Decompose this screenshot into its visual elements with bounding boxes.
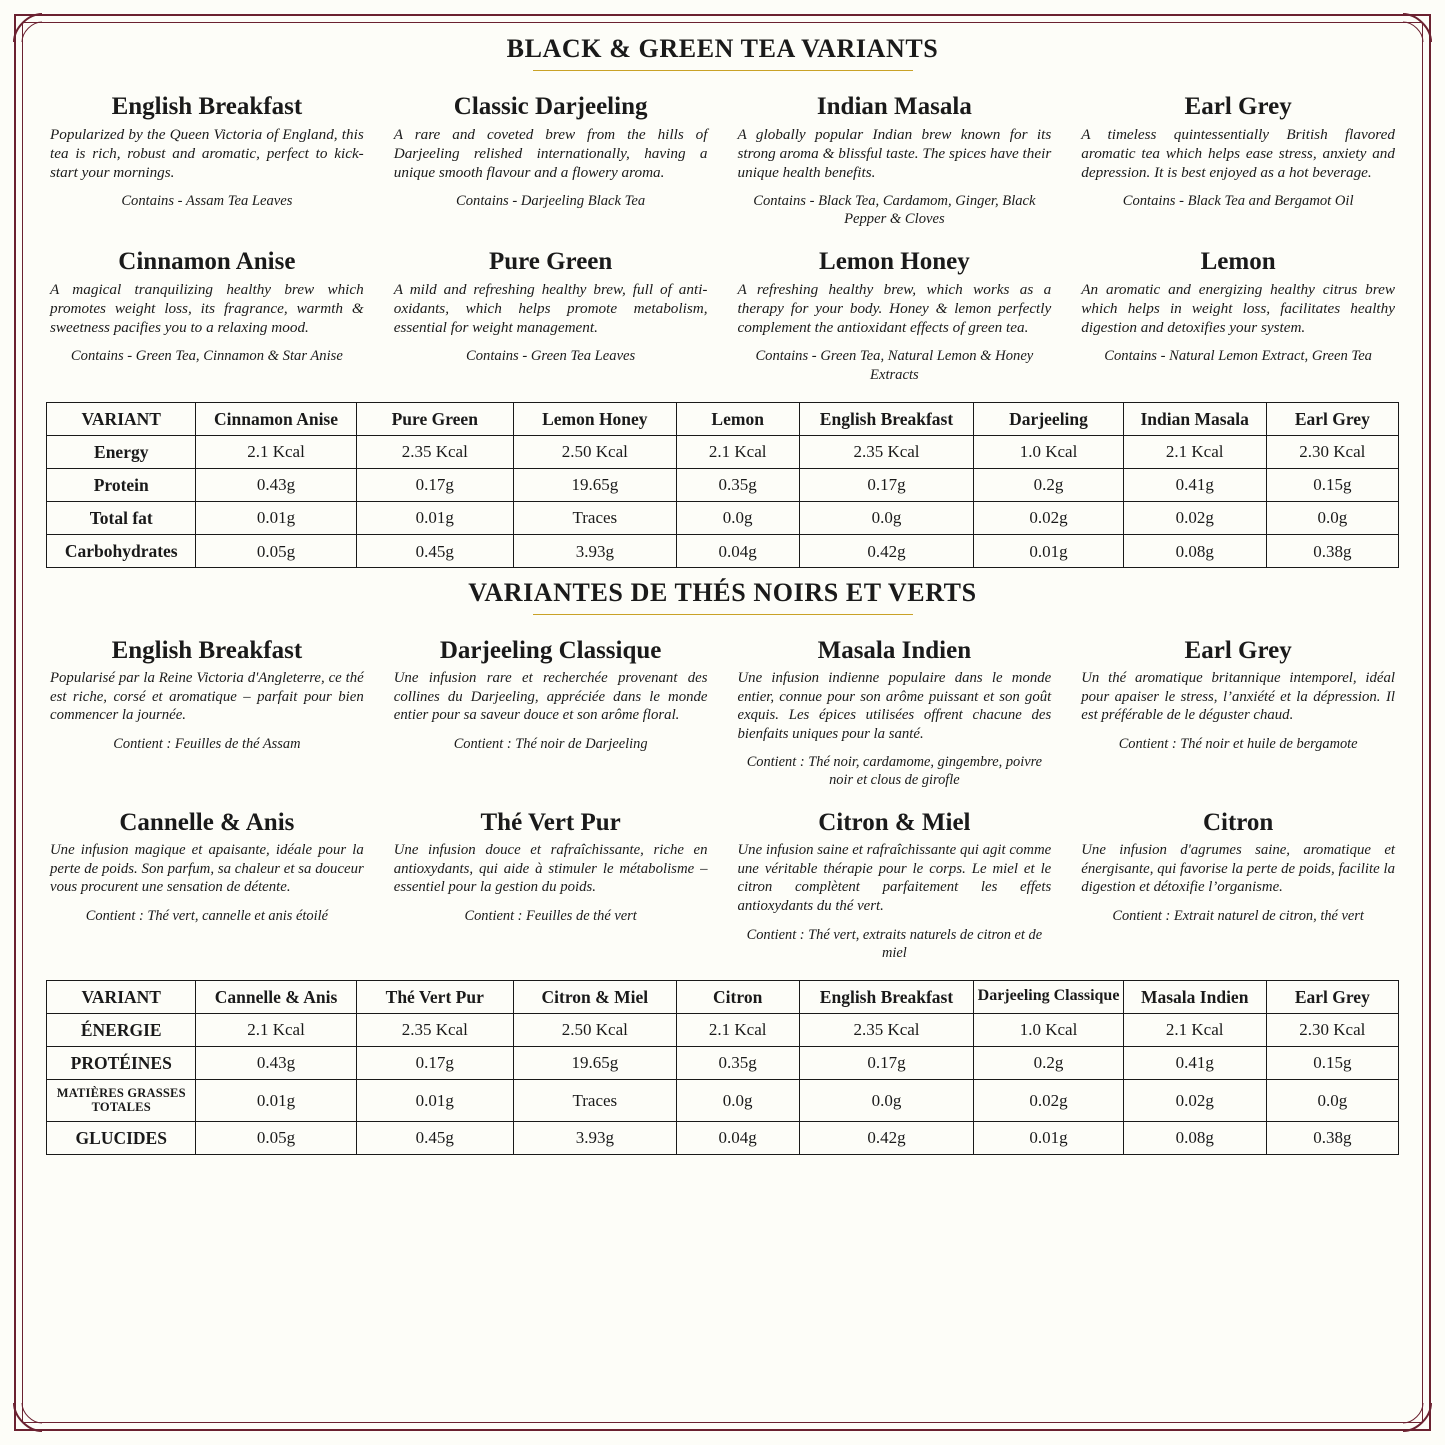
table-cell: 0.0g: [676, 1079, 799, 1121]
variant-name: Cannelle & Anis: [119, 809, 295, 837]
table-cell: 0.01g: [196, 1079, 356, 1121]
variant-card-lemon-honey: [734, 240, 1056, 389]
variant-card-cannelle-anis: [46, 801, 368, 967]
table-cell: 0.08g: [1123, 535, 1266, 568]
corner-ornament-icon: [8, 8, 42, 42]
table-row: [47, 1046, 1399, 1079]
table-cell: 0.01g: [356, 502, 513, 535]
variant-description: Un thé aromatique britannique intemporel, idéal pour apaiser le stress, l’anxiété et la dépression. Il est préférable de le déguster chaud.: [1081, 669, 1395, 724]
table-cell: 0.04g: [676, 535, 799, 568]
variant-ingredients: Contains - Black Tea and Bergamot Oil: [1122, 192, 1354, 209]
table-header-cell: Earl Grey: [1266, 402, 1398, 435]
table-header-cell: Thé Vert Pur: [356, 980, 513, 1013]
variant-ingredients: Contient : Thé vert, cannelle et anis étoilé: [85, 907, 328, 924]
english-nutrition-table: [46, 402, 1399, 569]
table-cell: 2.35 Kcal: [799, 435, 974, 468]
french-nutrition-table: [46, 980, 1399, 1155]
variant-description: Une infusion saine et rafraîchissante qui agit comme une véritable thérapie pour le corps. Le miel et le citron complètent parfaitement les effets antioxydants du thé vert.: [737, 841, 1052, 914]
table-header-cell: VARIANT: [47, 980, 196, 1013]
table-cell: 1.0 Kcal: [974, 1013, 1123, 1046]
table-cell: 0.08g: [1123, 1121, 1266, 1154]
variant-name: Cinnamon Anise: [118, 248, 296, 276]
variant-description: A mild and refreshing healthy brew, full of anti-oxidants, which helps promote metabolism, essential for weight management.: [393, 280, 708, 337]
english-section-title: BLACK & GREEN TEA VARIANTS: [506, 34, 939, 63]
table-row-label: GLUCIDES: [47, 1121, 196, 1154]
table-cell: 1.0 Kcal: [974, 435, 1123, 468]
table-header-cell: Masala Indien: [1123, 980, 1266, 1013]
variant-ingredients: Contains - Green Tea, Cinnamon & Star Anise: [70, 348, 343, 365]
variant-ingredients: Contient : Feuilles de thé vert: [464, 907, 637, 924]
variant-description: A refreshing healthy brew, which works as a therapy for your body. Honey & lemon perfectly complement the antioxidant effects of green tea.: [737, 280, 1052, 337]
variant-card-citron-miel: [734, 801, 1056, 967]
corner-ornament-icon: [1403, 1403, 1437, 1437]
variant-card-citron: [1077, 801, 1399, 967]
table-cell: 0.17g: [799, 1046, 974, 1079]
variant-name: Pure Green: [488, 248, 613, 276]
variant-name: Lemon Honey: [819, 248, 970, 276]
table-cell: 2.30 Kcal: [1266, 1013, 1398, 1046]
table-cell: 0.41g: [1123, 469, 1266, 502]
table-cell: 2.35 Kcal: [799, 1013, 974, 1046]
table-cell: 0.0g: [1266, 1079, 1398, 1121]
variant-description: Une infusion rare et recherchée provenant des collines du Darjeeling, appréciée dans le monde entier pour sa saveur douce et son arôme floral.: [393, 669, 708, 724]
table-cell: 0.01g: [974, 1121, 1123, 1154]
table-cell: 0.05g: [196, 1121, 356, 1154]
table-row: [47, 469, 1399, 502]
variant-card-cinnamon-anise: [46, 240, 368, 389]
table-cell: Traces: [513, 1079, 676, 1121]
table-cell: 0.35g: [676, 469, 799, 502]
table-cell: 0.17g: [799, 469, 974, 502]
table-cell: 0.02g: [1123, 1079, 1266, 1121]
variant-name: Masala Indien: [817, 637, 972, 665]
variant-ingredients: Contains - Natural Lemon Extract, Green Tea: [1104, 348, 1372, 365]
table-row: [47, 535, 1399, 568]
variant-description: Une infusion indienne populaire dans le monde entier, connue pour son arôme puissant et son goût exquis. Les épices utilisées offrent chacune des bienfaits uniques pour la santé.: [737, 669, 1052, 742]
variant-card-masala-indien: [734, 629, 1056, 795]
table-cell: 2.35 Kcal: [356, 1013, 513, 1046]
table-cell: 2.1 Kcal: [196, 435, 356, 468]
table-row-label: Energy: [47, 435, 196, 468]
table-cell: 2.1 Kcal: [1123, 435, 1266, 468]
table-cell: 2.1 Kcal: [676, 1013, 799, 1046]
variant-name: Indian Masala: [816, 93, 972, 120]
table-header-cell: Citron: [676, 980, 799, 1013]
title-divider: [533, 614, 913, 615]
table-row: [47, 1121, 1399, 1154]
table-cell: 19.65g: [513, 469, 676, 502]
variant-description: Une infusion d'agrumes saine, aromatique et énergisante, qui favorise la perte de poids, facilite la digestion et détoxifie l’organisme.: [1081, 841, 1395, 896]
variant-ingredients: Contains - Green Tea, Natural Lemon & Honey Extracts: [755, 348, 1034, 383]
corner-ornament-icon: [1403, 8, 1437, 42]
table-cell: 2.50 Kcal: [513, 435, 676, 468]
variant-card-english-breakfast: [46, 85, 368, 234]
table-cell: 0.2g: [974, 1046, 1123, 1079]
variant-name: Earl Grey: [1184, 637, 1292, 665]
variant-description: Popularized by the Queen Victoria of England, this tea is rich, robust and aromatic, perfect to kick-start your mornings.: [50, 125, 364, 181]
table-cell: 0.15g: [1266, 1046, 1398, 1079]
variant-name: Darjeeling Classique: [439, 637, 662, 665]
table-cell: 0.02g: [1123, 502, 1266, 535]
table-cell: 2.1 Kcal: [676, 435, 799, 468]
table-header-cell: Darjeeling Classique: [974, 980, 1123, 1013]
variant-ingredients: Contient : Feuilles de thé Assam: [113, 735, 301, 752]
variant-description: A magical tranquilizing healthy brew which promotes weight loss, its fragrance, warmth & sweetness pacifies you to a relaxing mood.: [50, 280, 364, 337]
variant-name: Thé Vert Pur: [480, 809, 621, 837]
table-header-row: [47, 402, 1399, 435]
table-row-label: Protein: [47, 469, 196, 502]
variant-name: Lemon: [1200, 248, 1276, 276]
table-row-label: Carbohydrates: [47, 535, 196, 568]
variant-name: English Breakfast: [111, 637, 303, 665]
variant-ingredients: Contient : Thé noir de Darjeeling: [453, 735, 648, 752]
table-cell: 2.35 Kcal: [356, 435, 513, 468]
french-variants-row-2: [46, 801, 1399, 967]
table-cell: 3.93g: [513, 1121, 676, 1154]
french-variants-row-1: [46, 629, 1399, 795]
variant-description: A timeless quintessentially British flavored aromatic tea which helps ease stress, anxiety and depression. It is best enjoyed as a hot beverage.: [1081, 125, 1395, 181]
variant-ingredients: Contient : Thé noir, cardamome, gingembre, poivre noir et clous de girofle: [746, 754, 1043, 789]
table-cell: 19.65g: [513, 1046, 676, 1079]
title-divider: [533, 70, 913, 71]
variant-description: A globally popular Indian brew known for its strong aroma & blissful taste. The spices have their unique health benefits.: [737, 125, 1052, 181]
variant-name: Citron: [1202, 809, 1274, 837]
table-row-label: Total fat: [47, 502, 196, 535]
table-cell: 0.42g: [799, 535, 974, 568]
table-header-cell: Citron & Miel: [513, 980, 676, 1013]
table-cell: 3.93g: [513, 535, 676, 568]
table-header-cell: Cannelle & Anis: [196, 980, 356, 1013]
table-header-cell: Earl Grey: [1266, 980, 1398, 1013]
table-cell: 0.38g: [1266, 1121, 1398, 1154]
table-header-cell: Darjeeling: [974, 402, 1123, 435]
table-header-cell: Lemon Honey: [513, 402, 676, 435]
table-cell: 0.0g: [1266, 502, 1398, 535]
variant-description: An aromatic and energizing healthy citrus brew which helps in weight loss, facilitates healthy digestion and detoxifies your system.: [1081, 280, 1395, 337]
table-cell: 2.50 Kcal: [513, 1013, 676, 1046]
table-cell: 0.0g: [799, 1079, 974, 1121]
variant-ingredients: Contains - Green Tea Leaves: [466, 348, 636, 365]
french-section-title: VARIANTES DE THÉS NOIRS ET VERTS: [468, 578, 977, 608]
table-cell: 0.01g: [196, 502, 356, 535]
table-header-cell: English Breakfast: [799, 402, 974, 435]
table-cell: 0.45g: [356, 535, 513, 568]
variant-card-classic-darjeeling: [390, 85, 712, 234]
table-header-cell: Indian Masala: [1123, 402, 1266, 435]
table-row: [47, 435, 1399, 468]
table-row: [47, 1013, 1399, 1046]
variant-ingredients: Contient : Extrait naturel de citron, thé vert: [1112, 907, 1364, 924]
table-cell: 0.17g: [356, 1046, 513, 1079]
variant-description: Une infusion magique et apaisante, idéale pour la perte de poids. Son parfum, sa chaleur et sa douceur vous procurent une sensation de détente.: [50, 841, 364, 896]
table-cell: 2.1 Kcal: [196, 1013, 356, 1046]
english-variants-row-1: [46, 85, 1399, 234]
table-cell: 0.17g: [356, 469, 513, 502]
table-row: [47, 1079, 1399, 1121]
corner-ornament-icon: [8, 1403, 42, 1437]
variant-description: A rare and coveted brew from the hills of Darjeeling relished internationally, having a unique smooth flavour and a flowery aroma.: [393, 125, 708, 181]
table-cell: 0.01g: [356, 1079, 513, 1121]
table-cell: 0.0g: [676, 502, 799, 535]
variant-ingredients: Contains - Black Tea, Cardamom, Ginger, Black Pepper & Cloves: [753, 192, 1036, 228]
table-cell: 0.38g: [1266, 535, 1398, 568]
variant-name: Classic Darjeeling: [453, 93, 648, 120]
table-header-cell: VARIANT: [47, 402, 196, 435]
table-cell: 0.02g: [974, 502, 1123, 535]
variant-card-indian-masala: [734, 85, 1056, 234]
table-header-row: [47, 980, 1399, 1013]
table-header-cell: Lemon: [676, 402, 799, 435]
table-header-cell: English Breakfast: [799, 980, 974, 1013]
table-cell: 0.43g: [196, 1046, 356, 1079]
variant-name: Citron & Miel: [818, 809, 971, 837]
variant-ingredients: Contient : Thé noir et huile de bergamote: [1118, 735, 1358, 752]
variant-card-darjeeling-classique: [390, 629, 712, 795]
table-cell: 0.01g: [974, 535, 1123, 568]
table-cell: 2.30 Kcal: [1266, 435, 1398, 468]
variant-card-the-vert-pur: [390, 801, 712, 967]
table-cell: 0.0g: [799, 502, 974, 535]
variant-name: Earl Grey: [1184, 93, 1292, 120]
variant-ingredients: Contains - Assam Tea Leaves: [121, 192, 293, 209]
table-cell: 0.02g: [974, 1079, 1123, 1121]
table-cell: 0.05g: [196, 535, 356, 568]
table-cell: 0.42g: [799, 1121, 974, 1154]
variant-card-earl-grey-fr: [1077, 629, 1399, 795]
table-cell: 0.43g: [196, 469, 356, 502]
table-cell: 0.04g: [676, 1121, 799, 1154]
table-cell: 0.35g: [676, 1046, 799, 1079]
table-cell: 0.41g: [1123, 1046, 1266, 1079]
table-cell: 0.15g: [1266, 469, 1398, 502]
table-header-cell: Cinnamon Anise: [196, 402, 356, 435]
table-row-label: MATIÈRES GRASSES TOTALES: [47, 1079, 196, 1121]
table-cell: Traces: [513, 502, 676, 535]
table-cell: 2.1 Kcal: [1123, 1013, 1266, 1046]
variant-card-lemon: [1077, 240, 1399, 389]
variant-description: Popularisé par la Reine Victoria d'Angleterre, ce thé est riche, corsé et aromatique – parfait pour bien commencer la journée.: [50, 669, 364, 724]
variant-ingredients: Contient : Thé vert, extraits naturels de citron et de miel: [746, 926, 1043, 961]
variant-card-english-breakfast-fr: [46, 629, 368, 795]
variant-card-earl-grey: [1077, 85, 1399, 234]
variant-card-pure-green: [390, 240, 712, 389]
table-row-label: PROTÉINES: [47, 1046, 196, 1079]
table-row-label: ÉNERGIE: [47, 1013, 196, 1046]
variant-description: Une infusion douce et rafraîchissante, riche en antioxydants, qui aide à stimuler le métabolisme – essentiel pour la gestion du poids.: [393, 841, 708, 896]
variant-ingredients: Contains - Darjeeling Black Tea: [456, 192, 646, 209]
table-header-cell: Pure Green: [356, 402, 513, 435]
variant-name: English Breakfast: [111, 93, 303, 120]
table-cell: 0.2g: [974, 469, 1123, 502]
table-row: [47, 502, 1399, 535]
english-variants-row-2: [46, 240, 1399, 389]
table-cell: 0.45g: [356, 1121, 513, 1154]
